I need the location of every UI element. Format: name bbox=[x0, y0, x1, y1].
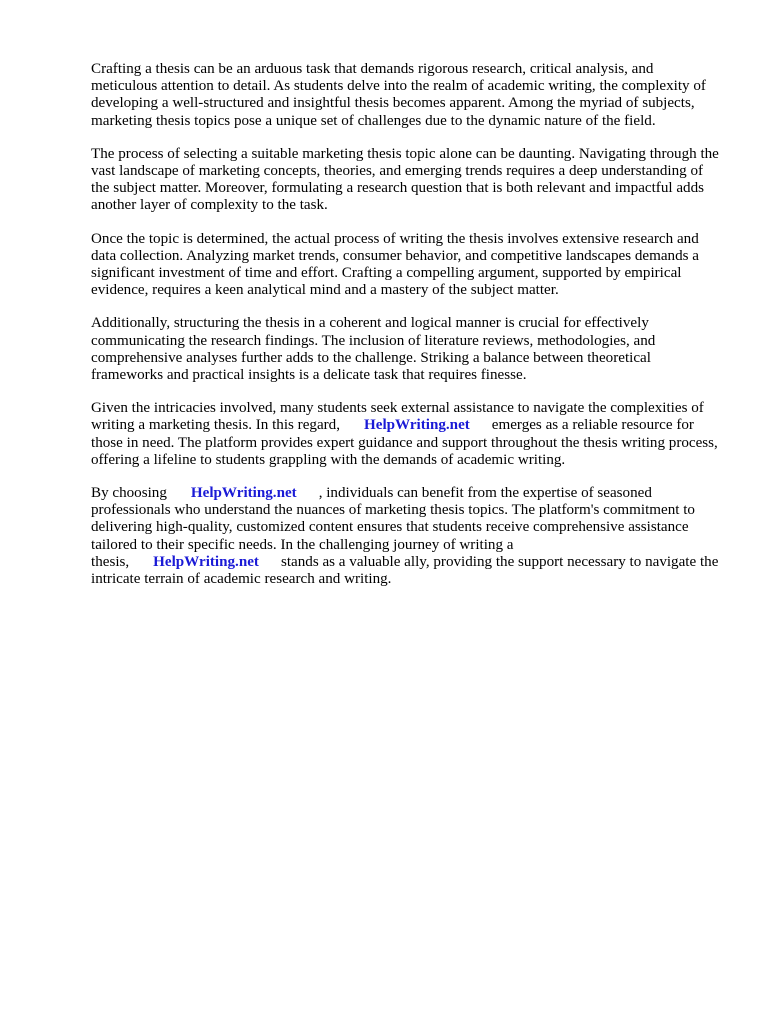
helpwriting-link[interactable]: HelpWriting.net bbox=[190, 485, 297, 502]
paragraph-assistance-text-after: emerges as a reliable resource for those in need. The platform provides expert guidance and support throughout the thesis writing process, offering a lifeline to students grappling with the demands of academic writing. bbox=[91, 417, 718, 468]
paragraph-conclusion-text-after: stands as a valuable ally, providing the support necessary to navigate the intricate terrain of academic research and writing. bbox=[91, 553, 719, 588]
paragraph-intro: Crafting a thesis can be an arduous task that demands rigorous research, critical analysis, and meticulous attention to detail. As students delve into the realm of academic writing, the complexity of developing a well-structured and insightful thesis becomes apparent. Among the myriad of subjects, marketing thesis topics pose a unique set of challenges due to the dynamic nature of the field. bbox=[91, 61, 706, 129]
paragraph-topic-selection: The process of selecting a suitable marketing thesis topic alone can be daunting. Navigating through the vast landscape of marketing concepts, theories, and emerging trends requires a deep understanding of the subject matter. Moreover, formulating a research question that is both relevant and impactful adds another layer of complexity to the task. bbox=[91, 145, 719, 214]
paragraph-conclusion-text-before: By choosing bbox=[91, 485, 167, 502]
helpwriting-link[interactable]: HelpWriting.net bbox=[364, 417, 470, 434]
paragraph-assistance bbox=[91, 400, 723, 469]
paragraph-assistance-text-before: Given the intricacies involved, many students seek external assistance to navigate the complexities of writing a marketing thesis. In this regard, bbox=[91, 400, 704, 434]
helpwriting-link[interactable]: HelpWriting.net bbox=[153, 553, 259, 570]
paragraph-conclusion-text-middle: , individuals can benefit from the expertise of seasoned professionals who understand the nuances of marketing thesis topics. The platform's commitment to delivering high-quality, customized content ensures that students receive comprehensive assistance tailored to their specific needs. In the challenging journey of writing a thesis, bbox=[91, 485, 695, 570]
paragraph-writing-process: Once the topic is determined, the actual process of writing the thesis involves extensive research and data collection. Analyzing market trends, consumer behavior, and competitive landscapes demands a significant investment of time and effort. Crafting a compelling argument, supported by empirical evidence, requires a keen analytical mind and a mastery of the subject matter. bbox=[91, 230, 699, 299]
paragraph-conclusion bbox=[91, 485, 723, 588]
document-body bbox=[91, 61, 723, 604]
paragraph-structuring: Additionally, structuring the thesis in a coherent and logical manner is crucial for effectively communicating the research findings. The inclusion of literature reviews, methodologies, and comprehensive analyses further adds to the challenge. Striking a balance between theoretical frameworks and practical insights is a delicate task that requires finesse. bbox=[91, 315, 656, 384]
